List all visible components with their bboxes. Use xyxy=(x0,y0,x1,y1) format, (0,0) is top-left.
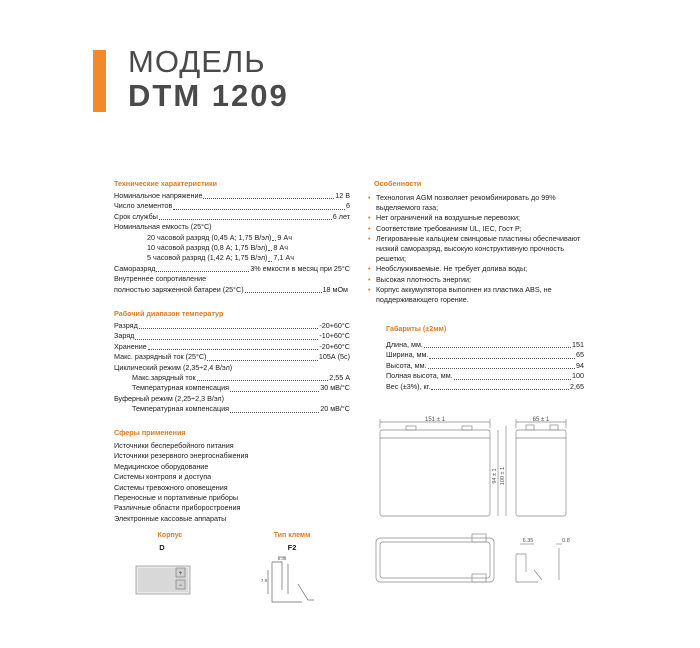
spec-value: 6 xyxy=(346,201,350,211)
dim-row xyxy=(386,350,584,360)
spec-key: 20 часовой разряд (0,45 А; 1,75 В/эл) xyxy=(147,232,272,242)
dim-row xyxy=(386,371,584,381)
spec-row xyxy=(132,404,350,414)
case-value: D xyxy=(159,543,165,552)
spec-key: Температурная компенсация xyxy=(132,404,230,414)
spec-value: 8 Ач xyxy=(273,243,288,253)
feature-item: • Высокая плотность энергии; xyxy=(366,275,586,285)
spec-value: -20+60°С xyxy=(319,321,350,330)
case-icon xyxy=(134,558,194,598)
spec-row xyxy=(114,264,350,274)
spec-key: 10 часовой разряд (0,8 А; 1,75 В/эл) xyxy=(147,243,268,253)
dim-row xyxy=(386,361,584,371)
spec-row xyxy=(114,352,350,362)
cyclic-rows xyxy=(114,373,350,394)
app-item: Источники бесперебойного питания xyxy=(114,441,234,450)
drawing-terminal-thickness-label: 0.8 xyxy=(562,538,570,544)
spec-row xyxy=(147,243,288,253)
spec-key: Хранение xyxy=(114,341,147,351)
spec-key: Макс. разрядный ток (25°С) xyxy=(114,352,207,362)
model-label: МОДЕЛЬ xyxy=(128,44,266,79)
feature-item: • Технология AGM позволяет рекомбинировать до 99% выделяемого газа; xyxy=(366,193,586,213)
dim-key: Полная высота, мм. xyxy=(386,371,453,381)
terminal-value: F2 xyxy=(287,543,297,552)
drawing-terminal-width-label: 6.35 xyxy=(522,538,534,544)
app-item: Медицинское оборудование xyxy=(114,461,209,471)
spec-row xyxy=(114,321,350,331)
dim-key: Длина, мм. xyxy=(386,340,423,349)
spec-row xyxy=(114,342,350,352)
drawing-length-label: 151 ± 1 xyxy=(425,417,445,423)
case-caption: Корпус xyxy=(157,532,183,539)
dim-value: 2,65 xyxy=(570,381,584,391)
dim-key: Высота, мм. xyxy=(386,360,427,370)
spec-key: 5 часовой разряд (1,42 А; 1,75 В/эл) xyxy=(147,253,268,263)
capacity-label: Номинальная емкость (25°С) xyxy=(114,222,212,232)
feature-item: • Соответствие требованиям UL, IEC, Гост Р; xyxy=(366,224,586,234)
spec-value: 2,55 А xyxy=(329,373,350,383)
terminal-dim-label: 7.9 xyxy=(260,578,268,583)
capacity-rows xyxy=(114,232,294,264)
resistance-label: Внутреннее сопротивление xyxy=(114,274,207,284)
spec-key: Срок службы xyxy=(114,211,158,221)
spec-value: 6 лет xyxy=(332,211,350,221)
dim-key: Ширина, мм. xyxy=(386,350,429,360)
spec-value: 30 мВ/°С xyxy=(320,383,350,393)
spec-value: 20 мВ/°С xyxy=(320,404,350,414)
tech-section-title: Технические характеристики xyxy=(114,179,218,188)
spec-value: 105А (5с) xyxy=(318,352,350,362)
spec-value: -10+60°С xyxy=(319,331,350,341)
spec-value: 3% емкости в месяц при 25°С xyxy=(250,263,350,273)
feature-item: • Легированные кальцием свинцовые пластины обеспечивают низкий саморазряд, высокую конструктивную прочность решетки; xyxy=(366,234,586,265)
app-item: Электронные кассовые аппараты xyxy=(114,513,227,523)
spec-key: Номинальное напряжение xyxy=(114,191,203,200)
features-list xyxy=(366,193,586,305)
spec-row xyxy=(114,212,350,222)
app-item: Различные области приборостроения xyxy=(114,503,241,513)
spec-row xyxy=(114,331,350,341)
dim-row xyxy=(386,340,584,350)
spec-row xyxy=(147,253,294,263)
spec-key: Заряд xyxy=(114,331,135,341)
terminal-drawing xyxy=(256,554,322,608)
tech-spec-list xyxy=(114,191,350,295)
app-item: Переносные и портативные приборы xyxy=(114,493,239,503)
spec-key: Температурная компенсация xyxy=(132,383,230,393)
cyclic-label: Циклический режим (2,35÷2,4 В/эл) xyxy=(114,362,233,372)
app-item: Системы контроля и доступа xyxy=(114,472,212,482)
spec-value: 12 В xyxy=(335,191,350,200)
svg-text:+: + xyxy=(178,571,183,577)
battery-technical-drawing xyxy=(366,414,596,614)
spec-key: Саморазряд xyxy=(114,263,156,273)
drawing-width-label: 65 ± 1 xyxy=(532,417,550,423)
spec-row xyxy=(114,201,350,211)
spec-value: 9 Ач xyxy=(277,232,292,242)
spec-row xyxy=(114,285,348,295)
spec-row xyxy=(132,383,350,393)
temp-spec-list xyxy=(114,321,350,415)
feature-item: • Необслуживаемые. Не требует долива воды; xyxy=(366,264,586,274)
dim-row xyxy=(386,382,584,392)
buffer-rows xyxy=(114,404,350,414)
dim-key: Вес (±3%), кг. xyxy=(386,381,431,391)
feature-item: • Корпус аккумулятора выполнен из пластика ABS, не поддерживающего горение. xyxy=(366,285,586,305)
terminal-dim-label: 6.35 xyxy=(277,556,287,561)
apps-list xyxy=(114,441,248,524)
dim-value: 100 xyxy=(572,371,584,381)
dim-value: 65 xyxy=(576,350,584,360)
dim-value: 94 xyxy=(576,360,584,370)
spec-key: Разряд xyxy=(114,321,138,330)
buffer-label: Буферный режим (2,25÷2,3 В/эл) xyxy=(114,393,225,403)
spec-value: 18 мОм xyxy=(322,284,348,294)
dims-list xyxy=(386,340,584,392)
spec-key: полностью заряженной батареи (25°С) xyxy=(114,284,244,294)
terminal-caption: Тип клемм xyxy=(273,532,311,539)
apps-section-title: Сферы применения xyxy=(114,428,186,437)
spec-key: Макс.зарядный ток xyxy=(132,373,196,383)
spec-row xyxy=(132,373,350,383)
spec-key: Число элементов xyxy=(114,201,173,211)
features-section-title: Особенности xyxy=(374,179,422,188)
svg-text:−: − xyxy=(178,583,183,589)
dims-section-title: Габариты (±2мм) xyxy=(386,324,447,333)
feature-item: • Нет ограничений на воздушные перевозки; xyxy=(366,213,586,223)
spec-value: 7,1 Ач xyxy=(273,253,294,263)
model-name: DTM 1209 xyxy=(128,78,289,113)
dim-value: 151 xyxy=(572,340,584,349)
drawing-full-height-label: 100 ± 1 xyxy=(500,466,506,486)
temp-section-title: Рабочий диапазон температур xyxy=(114,309,224,318)
spec-row xyxy=(147,232,292,243)
drawing-height-label: 94 ± 1 xyxy=(492,468,498,484)
app-item: Источники резервного энергоснабжения xyxy=(114,451,249,461)
spec-value: -20+60°С xyxy=(319,341,350,351)
app-item: Системы тревожного оповещения xyxy=(114,482,228,492)
accent-bar xyxy=(93,50,106,112)
spec-row xyxy=(114,191,350,201)
